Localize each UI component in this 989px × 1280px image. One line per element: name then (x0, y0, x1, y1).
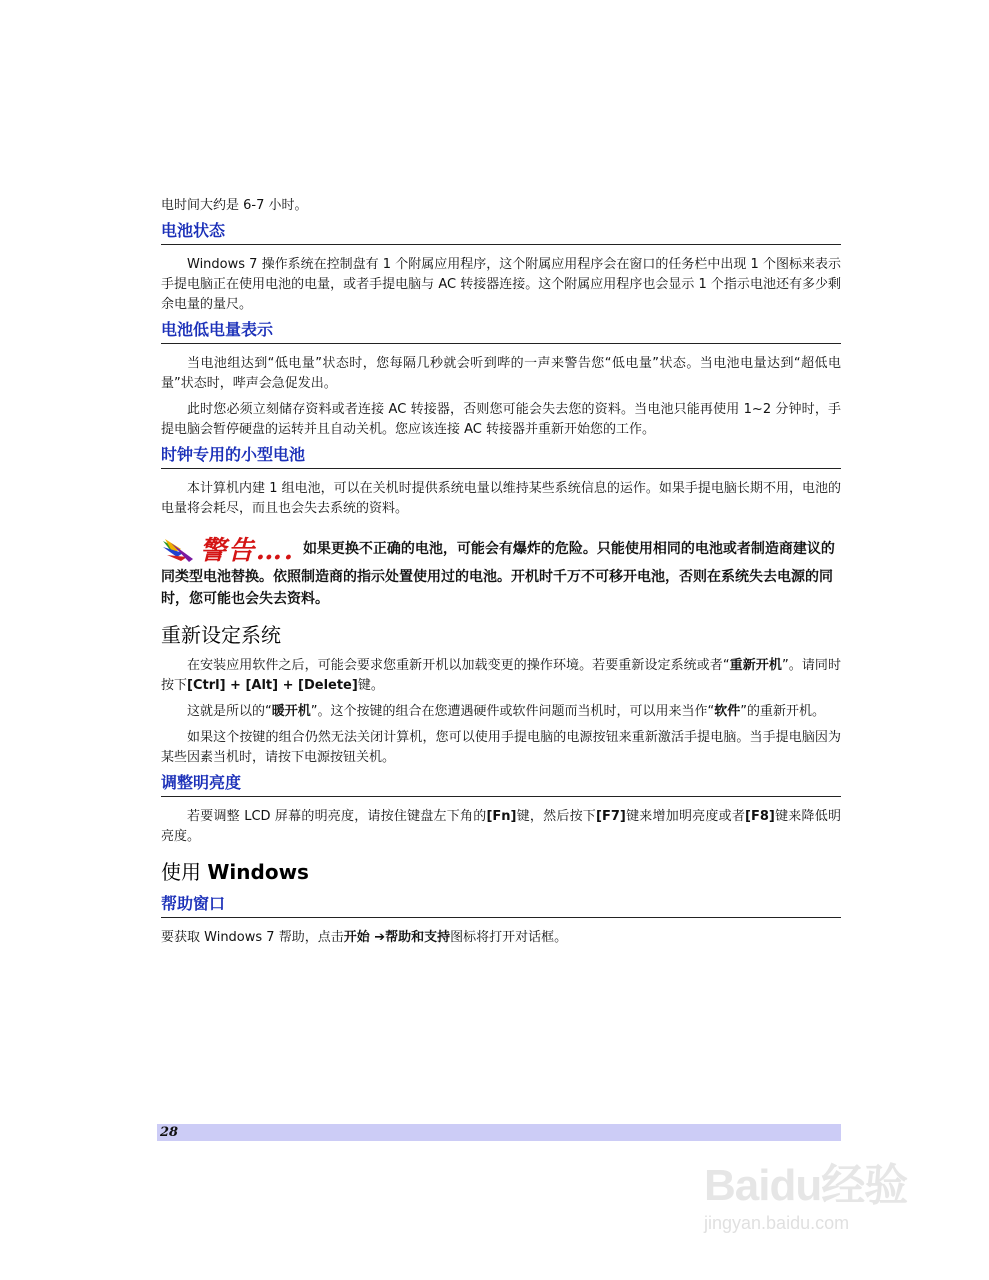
warning-logo-text: 警告…. (199, 536, 295, 566)
brightness-para: 若要调整 LCD 屏幕的明亮度，请按住键盘左下角的[Fn]键，然后按下[F7]键来增加明亮度或者[F8]键来降低明亮度。 (161, 809, 841, 844)
watermark-url: jingyan.baidu.com (704, 1213, 850, 1233)
reset-para-2: 这就是所以的“暖开机”。这个按键的组合在您遭遇硬件或软件问题而当机时，可以用来当作“软件”的重新开机。 (187, 704, 826, 719)
reset-para-1: 在安装应用软件之后，可能会要求您重新开机以加载变更的操作环境。若要重新设定系统或者“重新开机”。请同时按下[Ctrl] + [Alt] + [Delete]键。 (161, 658, 841, 693)
battery-status-para: Windows 7 操作系统在控制盘有 1 个附属应用程序，这个附属应用程序会在窗口的任务栏中出现 1 个图标来表示手提电脑正在使用电池的电量，或者手提电脑与 AC 转接器连接。这个附属应用程序也会显示 1 个指示电池还有多少剩余电量的量尺。 (161, 257, 841, 312)
warning-logo (161, 537, 295, 566)
heading-low-battery: 电池低电量表示 (161, 319, 841, 344)
low-battery-para-1: 当电池组达到“低电量”状态时，您每隔几秒就会听到哔的一声来警告您“低电量”状态。当电池电量达到“超低电量”状态时，哔声会急促发出。 (161, 356, 841, 391)
heading-reset-system: 重新设定系统 (161, 623, 281, 647)
document-body (161, 196, 841, 948)
heading-battery-status: 电池状态 (161, 220, 841, 245)
low-battery-para-2: 此时您必须立刻储存资料或者连接 AC 转接器，否则您可能会失去您的资料。当电池只能再使用 1~2 分钟时，手提电脑会暂停硬盘的运转并且自动关机。您应该连接 AC 转接器并重新开始您的工作。 (161, 402, 841, 437)
heading-brightness: 调整明亮度 (161, 772, 841, 797)
baidu-watermark (700, 1135, 940, 1255)
heading-clock-battery: 时钟专用的小型电池 (161, 444, 841, 469)
intro-text: 电时间大约是 6-7 小时。 (161, 198, 308, 213)
reset-para-3: 如果这个按键的组合仍然无法关闭计算机，您可以使用手提电脑的电源按钮来重新激活手提电脑。当手提电脑因为某些因素当机时，请按下电源按钮关机。 (161, 730, 841, 765)
watermark-brand: Baidu经验 (704, 1161, 908, 1210)
pen-icon (161, 537, 195, 563)
page-number: 28 (160, 1125, 179, 1140)
warning-text: 如果更换不正确的电池，可能会有爆炸的危险。只能使用相同的电池或者制造商建议的同类型电池替换。依照制造商的指示处置使用过的电池。开机时千万不可移开电池，否则在系统失去电源的同时，您可能也会失去资料。 (161, 541, 835, 607)
help-para: 要获取 Windows 7 帮助，点击开始 ➔帮助和支持图标将打开对话框。 (161, 930, 568, 945)
warning-block (161, 537, 841, 610)
heading-use-windows: 使用 Windows (161, 860, 309, 884)
clock-battery-para: 本计算机内建 1 组电池，可以在关机时提供系统电量以维持某些系统信息的运作。如果手提电脑长期不用，电池的电量将会耗尽，而且也会失去系统的资料。 (161, 481, 841, 516)
heading-help-window: 帮助窗口 (161, 893, 841, 918)
